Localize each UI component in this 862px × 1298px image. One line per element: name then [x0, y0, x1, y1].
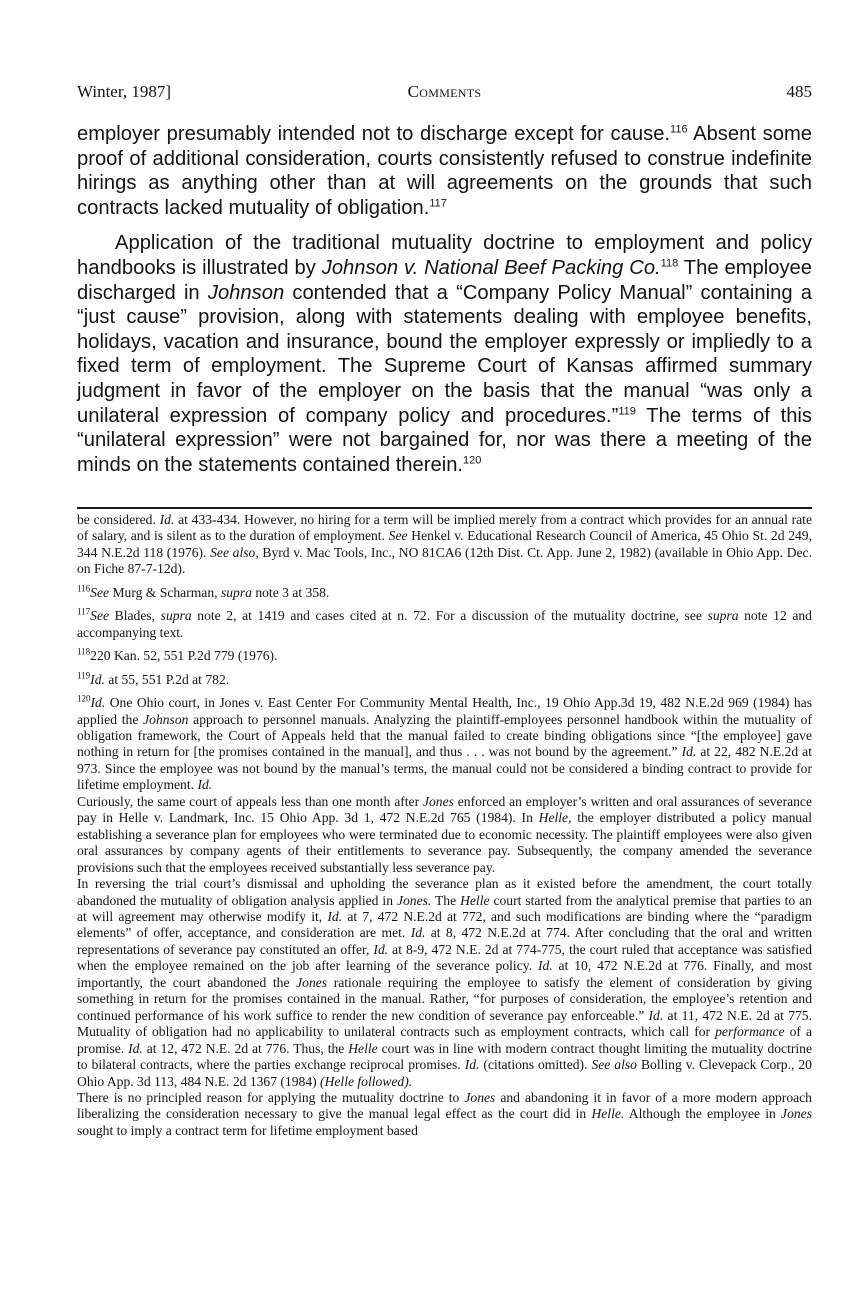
- section-title: Comments: [407, 82, 482, 101]
- footnote-116: $^{116}$See Murg & Scharman, supra note 3 at 358.: [77, 583, 330, 600]
- footnote-118: $^{118}$220 Kan. 52, 551 P.2d 779 (1976).: [77, 646, 278, 664]
- page-number: 485: [786, 82, 812, 101]
- footnote-117: $^{117}$See Blades, supra note 2, at 1419 and cases cited at n. 72. For a discussion of the mutuality doctrine, see supra note 12 and accompanying text.: [77, 606, 812, 640]
- paragraph: employer presumably intended not to discharge except for cause.$^{116}$ Absent some proof of additional consideration, courts consistently refused to construe indefinite hirings as anything other than at will agreements on the grounds that such contracts lacked mutuality of obligation.$^{117}$: [77, 123, 812, 219]
- footnotes: [77, 512, 812, 1139]
- case-name: Johnson: [207, 281, 285, 304]
- footnote-divider: [77, 507, 812, 509]
- main-text: [77, 122, 812, 477]
- footnote-ref: 116: [670, 123, 688, 136]
- footnote-120-paragraph-2: Curiously, the same court of appeals less than one month after Jones enforced an employer’s written and oral assurances of severance pay in Helle v. Landmark, Inc. 15 Ohio App. 3d 1, 472 N.E.2d 765 (1984). In Helle, the employer distributed a policy manual establishing a severance plan for employees who were terminated due to economic necessity. The plaintiff employees were also given oral assurances by company agents of their entitlements to severance pay. Subsequently, the company amended the severance provisions such that the employees received substantially less severance pay.: [77, 793, 812, 875]
- case-name: Johnson v. National Beef Packing Co.: [321, 256, 661, 279]
- footnote-ref: 118: [660, 257, 679, 270]
- footnote-ref: 119: [618, 404, 636, 417]
- journal-issue: Winter, 1987]: [77, 82, 171, 101]
- footnote-120: $^{120}$Id. One Ohio court, in Jones v. East Center For Community Mental Health, Inc., 19 Ohio App.3d 19, 482 N.E.2d 969 (1984) has applied the Johnson approach to personnel manuals. Analyzing the plaintiff-employees personnel handbook within the mutuality of obligation framework, the Court of Appeals held that the manual failed to create binding obligations since “[the employee] gave nothing in return for [the promises contained in the manual], and thus . . . was not bound by the agreement.” Id. at 22, 482 N.E.2d at 973. Since the employee was not bound by the manual’s terms, the manual could not be considered a binding contract to provide for lifetime employment. Id.: [77, 693, 812, 793]
- running-header: [77, 82, 812, 106]
- paragraph: Application of the traditional mutuality doctrine to employment and policy handbooks is illustrated by Johnson v. National Beef Packing Co.$^{118}$ The employee discharged in Johnson contended that a “Company Policy Manual” containing a “just cause” provision, along with statements dealing with employee benefits, holidays, vacation and insurance, bound the employer expressly or impliedly to a fixed term of employment. The Supreme Court of Kansas affirmed summary judgment in favor of the employer on the basis that the manual “was only a unilateral expression of company policy and procedures.”$^{119}$ The terms of this “unilateral expression” were not bargained for, nor was there a meeting of the minds on the statements contained therein.$^{120}$: [77, 232, 813, 476]
- footnote-119: $^{119}$Id. at 55, 551 P.2d at 782.: [77, 670, 230, 687]
- footnote-120-paragraph-3: In reversing the trial court’s dismissal and upholding the severance plan as it existed before the amendment, the court totally abandoned the mutuality of obligation analysis applied in Jones. The Helle court started from the analytical premise that parties to an at will agreement may otherwise modify it, Id. at 7, 472 N.E.2d at 772, and such modifications are binding where the “paradigm elements” of offer, acceptance, and consideration are met. Id. at 8, 472 N.E.2d at 774. After concluding that the oral and written representations of severance pay constituted an offer, Id. at 8-9, 472 N.E. 2d at 774-775, the court ruled that acceptance was satisfied when the employee remained on the job after learning of the severance policy. Id. at 10, 472 N.E.2d at 776. Finally, and most importantly, the court abandoned the Jones rationale requiring the employee to satisfy the element of consideration by giving something in return for the promises contained in the manual. Rather, “for purposes of consideration, the employee’s retention and continued performance of his work suffice to render the new condition of severance pay enforceable.” Id. at 11, 472 N.E. 2d at 775. Mutuality of obligation had no applicability to unilateral contracts such as employment contracts, which call for performance of a promise. Id. at 12, 472 N.E. 2d at 776. Thus, the Helle court was in line with modern contract thought limiting the mutuality doctrine to bilateral contracts, where the parties exchange reciprocal promises. Id. (citations omitted). See also Bolling v. Clevepack Corp., 20 Ohio App. 3d 113, 484 N.E. 2d 1367 (1984) (Helle followed).: [77, 876, 813, 1089]
- footnote-ref: 120: [463, 453, 482, 466]
- footnote-120-paragraph-4: There is no principled reason for applying the mutuality doctrine to Jones and abandoning it in favor of a more modern approach liberalizing the consideration necessary to give the manual legal effect as the court did in Helle. Although the employee in Jones sought to imply a contract term for lifetime employment based: [77, 1089, 812, 1138]
- footnote-ref: 117: [429, 197, 447, 210]
- footnote-continuation: be considered. Id. at 433-434. However, no hiring for a term will be implied merely from a contract which provides for an annual rate of salary, and is silent as to the duration of employment. See Henkel v. Educational Research Council of America, 45 Ohio St. 2d 249, 344 N.E.2d 118 (1976). See also, Byrd v. Mac Tools, Inc., NO 81CA6 (12th Dist. Ct. App. June 2, 1982) (available in Ohio App. Dec. on Fiche 87-7-12d).: [77, 512, 813, 577]
